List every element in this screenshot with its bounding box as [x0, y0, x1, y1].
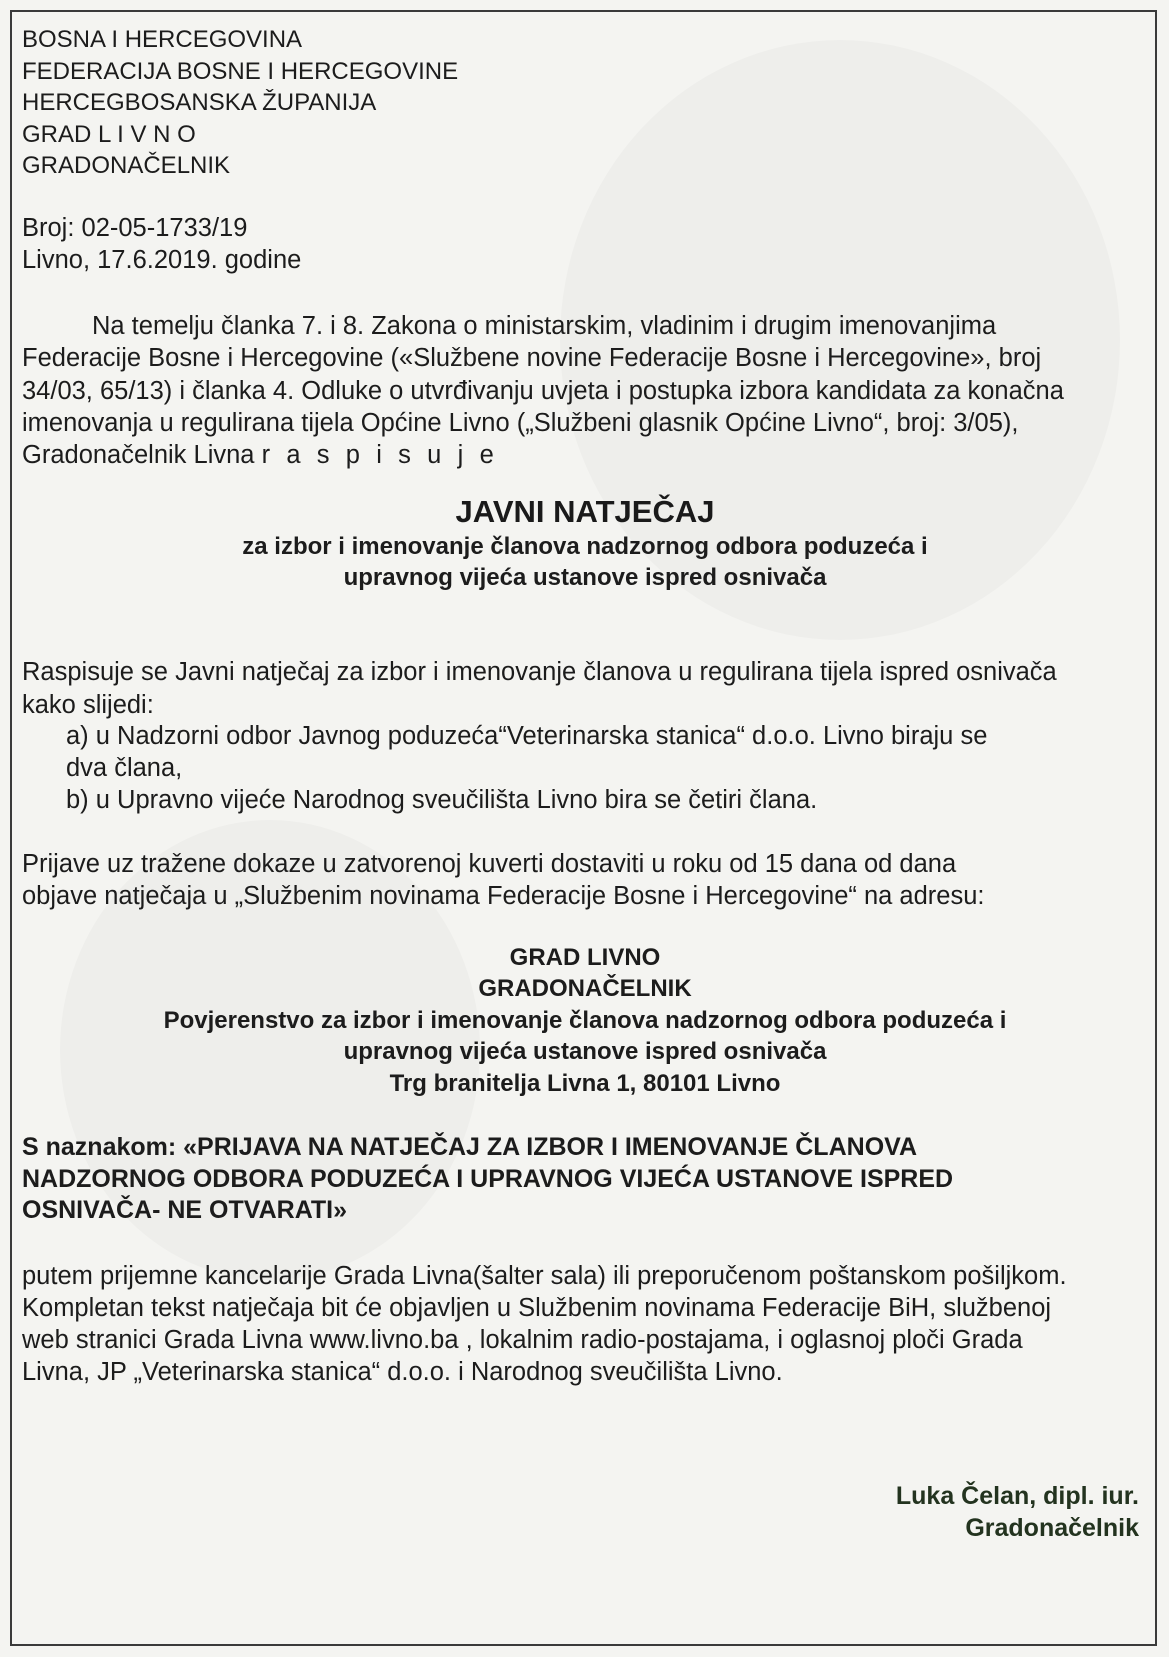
list-item-a-line1: a) u Nadzorni odbor Javnog poduzeća“Veterinarska stanica“ d.o.o. Livno biraju se	[66, 722, 988, 750]
address-street: Trg branitelja Livna 1, 80101 Livno	[389, 1070, 781, 1097]
body-paragraph-1: Raspisuje se Javni natječaj za izbor i imenovanje članova u regulirana tijela ispred osnivača kako slijedi:	[22, 658, 1057, 719]
header-country: BOSNA I HERCEGOVINA	[22, 26, 303, 53]
intro-text: Na temelju članka 7. i 8. Zakona o ministarskim, vladinim i drugim imenovanjima Federacije Bosne i Hercegovine («Službene novine Federacije Bosne i Hercegovine», broj 34/03, 65/13) i članka 4. Odluke o utvrđivanju uvjeta i postupka izbora kandidata za konačna imenovanja u regulirana tijela Općine Livno („Službeni glasnik Općine Livno“, broj: 3/05), Gradonačelnik Livna	[22, 312, 1064, 470]
closing-paragraph: putem prijemne kancelarije Grada Livna(šalter sala) ili preporučenom poštanskom pošiljkom. Kompletan tekst natječaja bit će objavljen u Službenim novinama Federacije BiH, službenoj web stranici Grada Livna www.livno.ba , lokalnim radio-postajama, i oglasnoj ploči Grada Livna, JP „Veterinarska stanica“ d.o.o. i Narodnog sveučilišta Livno.	[22, 1262, 1067, 1386]
header-office: GRADONAČELNIK	[22, 152, 231, 179]
address-committee-line2: upravnog vijeća ustanove ispred osnivača	[343, 1038, 827, 1065]
address-committee-line1: Povjerenstvo za izbor i imenovanje članova nadzornog odbora poduzeća i	[163, 1007, 1007, 1034]
intro-raspisuje: r a s p i s u j e	[261, 441, 499, 470]
body-paragraph-2-line2: objave natječaja u „Službenim novinama Federacije Bosne i Hercegovine“ na adresu:	[22, 882, 985, 910]
address-city: GRAD LIVNO	[509, 944, 661, 971]
body-paragraph-2-line1: Prijave uz tražene dokaze u zatvorenoj kuverti dostaviti u roku od 15 dana od dana	[22, 850, 957, 878]
header-city: GRAD L I V N O	[22, 120, 196, 148]
header-federation: FEDERACIJA BOSNE I HERCEGOVINE	[22, 57, 459, 85]
notice-title: JAVNI NATJEČAJ	[455, 494, 715, 529]
reference-number: Broj: 02-05-1733/19	[22, 214, 248, 242]
issue-date: Livno, 17.6.2019. godine	[22, 246, 302, 274]
intro-paragraph	[22, 310, 1087, 471]
list-item-b: b) u Upravno vijeće Narodnog sveučilišta Livno bira se četiri člana.	[66, 786, 818, 814]
notice-subtitle-line2: upravnog vijeća ustanove ispred osnivača	[343, 564, 827, 591]
issuer-header	[22, 24, 458, 182]
signatory-name: Luka Čelan, dipl. iur.	[895, 1482, 1139, 1510]
notice-subtitle-line1: za izbor i imenovanje članova nadzornog odbora poduzeća i	[242, 533, 928, 560]
envelope-marking: S naznakom: «PRIJAVA NA NATJEČAJ ZA IZBOR I IMENOVANJE ČLANOVA NADZORNOG ODBORA PODUZEĆA I UPRAVNOG VIJEĆA USTANOVE ISPRED OSNIVAČA- NE OTVARATI»	[22, 1133, 954, 1224]
address-office: GRADONAČELNIK	[478, 975, 692, 1002]
list-item-a-line2: dva člana,	[66, 754, 183, 782]
header-canton: HERCEGBOSANSKA ŽUPANIJA	[22, 89, 377, 116]
signatory-role: Gradonačelnik	[965, 1514, 1139, 1542]
